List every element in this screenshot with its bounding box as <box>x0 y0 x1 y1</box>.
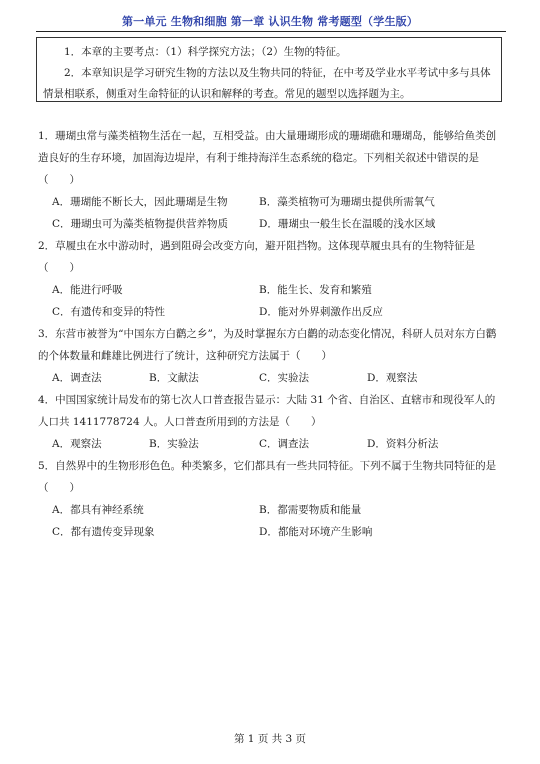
document-header-title: 第一单元 生物和细胞 第一章 认识生物 常考题型（学生版） <box>121 15 419 28</box>
question-5-options-row-2 <box>52 521 502 543</box>
notes-line-1: 1．本章的主要考点：（1）科学探究方法；（2）生物的特征。 <box>64 46 347 58</box>
question-2-option-b[interactable]: B．能生长、发育和繁殖 <box>259 284 372 296</box>
question-1-options-row-1 <box>52 191 502 213</box>
question-3-option-d[interactable]: D．观察法 <box>367 372 418 384</box>
question-3-option-b[interactable]: B．文献法 <box>149 372 199 384</box>
question-4-option-b[interactable]: B．实验法 <box>149 438 199 450</box>
question-4-option-a[interactable]: A．观察法 <box>52 438 102 450</box>
question-3-option-c[interactable]: C．实验法 <box>259 372 310 384</box>
question-2 <box>38 235 504 279</box>
question-1-options-row-2 <box>52 213 502 235</box>
question-1-option-c[interactable]: C．珊瑚虫可为藻类植物提供营养物质 <box>52 218 229 230</box>
question-5-stem: 5．自然界中的生物形形色色。种类繁多，它们都具有一些共同特征。下列不属于生物共同特征的是（ ） <box>38 460 497 494</box>
question-3-stem: 3．东营市被誉为“中国东方白鹳之乡”，为及时掌握东方白鹳的动态变化情况，科研人员对东方白鹳的个体数量和雌雄比例进行了统计，这种研究方法属于（ ） <box>38 328 497 362</box>
question-3-option-a[interactable]: A．调查法 <box>52 372 102 384</box>
question-4-options-row <box>52 433 502 455</box>
question-4-option-d[interactable]: D．资料分析法 <box>367 438 439 450</box>
question-1-option-b[interactable]: B．藻类植物可为珊瑚虫提供所需氧气 <box>259 196 435 208</box>
question-3-options-row <box>52 367 502 389</box>
question-5 <box>38 455 504 499</box>
question-3 <box>38 323 504 367</box>
question-4-stem: 4．中国国家统计局发布的第七次人口普查报告显示：大陆 31 个省、自治区、直辖市和现役军人的人口共 1411778724 人。人口普查所用到的方法是（ ） <box>38 394 496 428</box>
question-2-options-row-1 <box>52 279 502 301</box>
question-5-option-d[interactable]: D．都能对环境产生影响 <box>259 526 373 538</box>
question-2-option-d[interactable]: D．能对外界刺激作出反应 <box>259 306 383 318</box>
question-2-options-row-2 <box>52 301 502 323</box>
question-2-stem: 2．草履虫在水中游动时，遇到阻碍会改变方向，避开阻挡物。这体现草履虫具有的生物特征是（ ） <box>38 240 476 274</box>
question-5-options-row-1 <box>52 499 502 521</box>
question-4-option-c[interactable]: C．调查法 <box>259 438 310 450</box>
page-number-footer: 第 1 页 共 3 页 <box>233 733 307 745</box>
notes-line-2: 2．本章知识是学习研究生物的方法以及生物共同的特征，在中考及学业水平考试中多与具体情景相联系，侧重对生命特征的认识和解释的考查。常见的题型以选择题为主。 <box>43 67 491 100</box>
question-2-option-c[interactable]: C．有遗传和变异的特性 <box>52 306 166 318</box>
header-divider <box>36 31 506 32</box>
question-5-option-c[interactable]: C．都有遗传变异现象 <box>52 526 155 538</box>
question-5-option-b[interactable]: B．都需要物质和能量 <box>259 504 362 516</box>
question-1 <box>38 125 504 191</box>
question-1-option-d[interactable]: D．珊瑚虫一般生长在温暖的浅水区域 <box>259 218 436 230</box>
question-4 <box>38 389 504 433</box>
question-1-stem: 1．珊瑚虫常与藻类植物生活在一起，互相受益。由大量珊瑚形成的珊瑚礁和珊瑚岛，能够给鱼类创造良好的生存环境，加固海边堤岸，有利于维持海洋生态系统的稳定。下列相关叙述中错误的是（ ） <box>38 130 497 186</box>
question-2-option-a[interactable]: A．能进行呼吸 <box>52 284 123 296</box>
study-notes-box <box>36 37 502 102</box>
question-1-option-a[interactable]: A．珊瑚能不断长大，因此珊瑚是生物 <box>52 196 228 208</box>
question-5-option-a[interactable]: A．都具有神经系统 <box>52 504 144 516</box>
